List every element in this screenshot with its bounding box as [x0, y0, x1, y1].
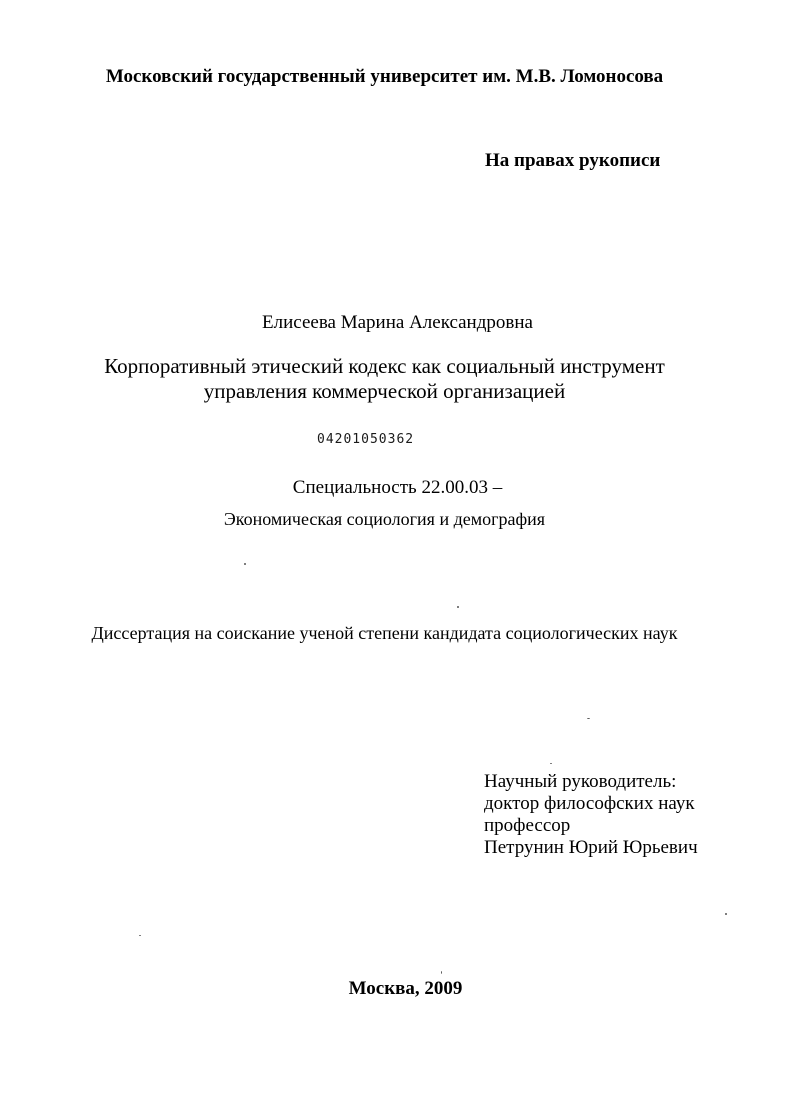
dissertation-note: Диссертация на соискание ученой степени кандидата социологических наук: [91, 623, 678, 643]
title-line: Корпоративный этический кодекс как социальный инструмент: [104, 354, 665, 378]
scan-speck: [457, 606, 459, 608]
dissertation-title: [0, 354, 782, 404]
supervisor-line: Петрунин Юрий Юрьевич: [484, 837, 698, 858]
scan-speck: [244, 563, 246, 565]
author-name: Елисеева Марина Александровна: [262, 312, 533, 333]
city-year: Москва, 2009: [348, 978, 463, 999]
title-line: управления коммерческой организацией: [203, 379, 566, 403]
university-name: Московский государственный университет им. М.В. Ломоносова: [105, 66, 664, 87]
scan-speck: [139, 935, 141, 936]
supervisor-block: [484, 771, 698, 859]
supervisor-line: доктор философских наук: [484, 793, 695, 814]
scan-speck: [550, 763, 552, 764]
supervisor-line: профессор: [484, 815, 571, 836]
scan-speck: [441, 971, 442, 974]
scan-speck: [587, 718, 590, 719]
supervisor-line: Научный руководитель:: [484, 771, 677, 792]
specialty-name: Экономическая социология и демография: [223, 509, 546, 529]
specialty-label: Специальность 22.00.03 –: [292, 477, 503, 498]
scan-speck: [725, 913, 727, 915]
catalog-code: 04201050362: [317, 432, 415, 447]
manuscript-note: На правах рукописи: [485, 150, 661, 171]
